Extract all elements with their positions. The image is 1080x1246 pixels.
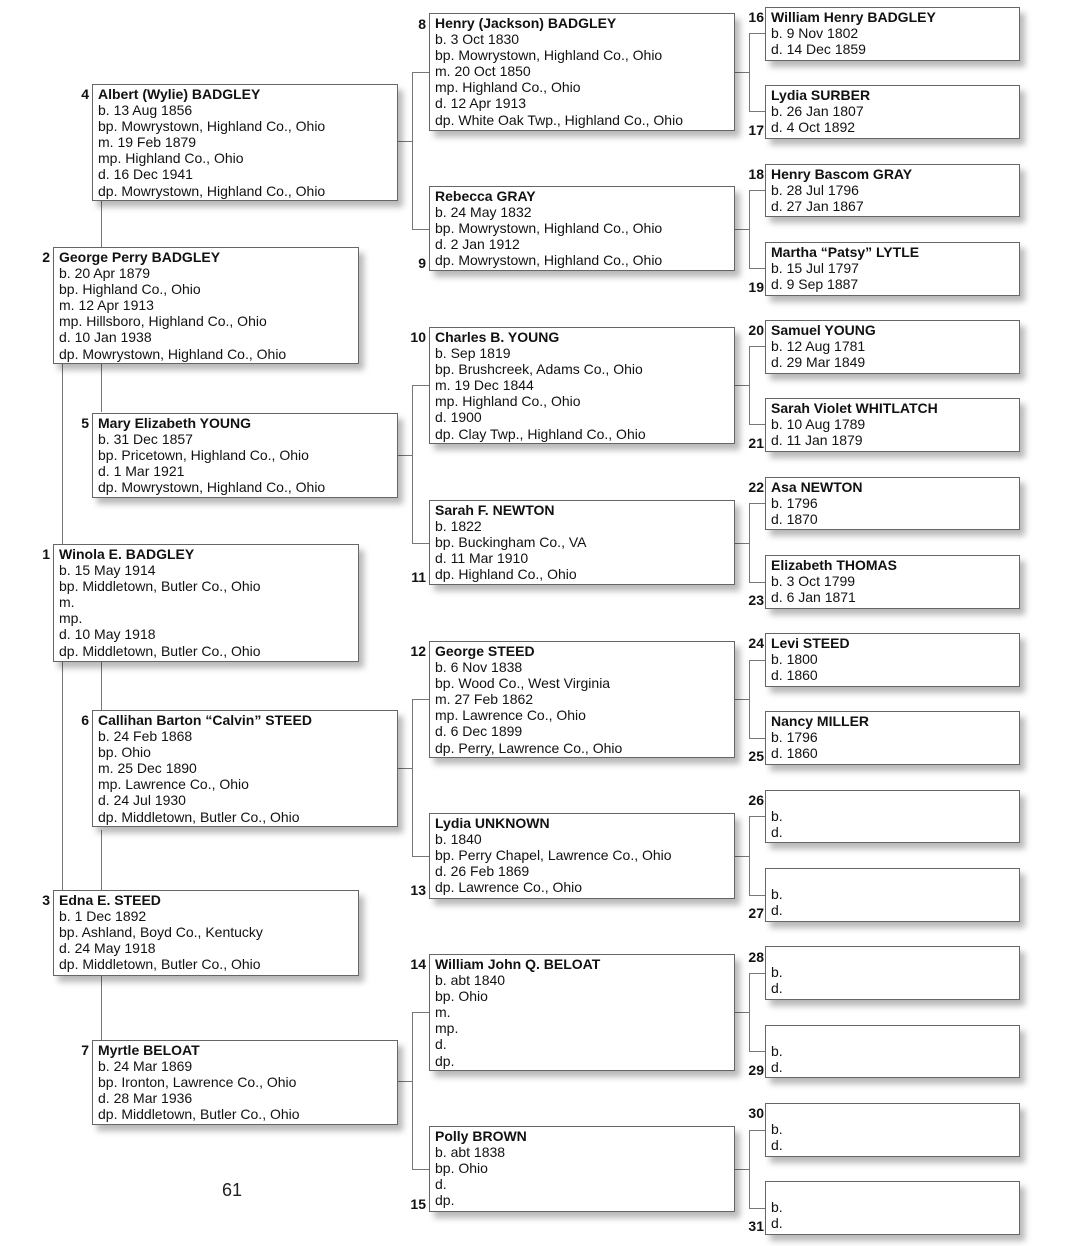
person-detail-line: bp. Ohio bbox=[98, 744, 151, 761]
person-detail-line: b. 3 Oct 1799 bbox=[771, 573, 856, 590]
person-detail-line: mp. Highland Co., Ohio bbox=[435, 393, 581, 410]
connector bbox=[735, 72, 749, 73]
person-box-27[interactable] bbox=[765, 868, 1020, 922]
person-detail-line: b. 1 Dec 1892 bbox=[59, 908, 147, 925]
ahnentafel-number: 3 bbox=[42, 892, 50, 908]
ahnentafel-number: 22 bbox=[748, 479, 764, 495]
person-box-22[interactable] bbox=[765, 477, 1020, 530]
person-box-26[interactable] bbox=[765, 790, 1020, 843]
person-name: William Henry BADGLEY bbox=[771, 9, 936, 25]
connector bbox=[412, 385, 430, 386]
person-name bbox=[771, 792, 1015, 808]
connector bbox=[749, 268, 765, 269]
person-detail-line: b. 15 May 1914 bbox=[59, 562, 156, 579]
connector bbox=[749, 660, 750, 738]
ahnentafel-number: 23 bbox=[748, 592, 764, 608]
connector bbox=[735, 543, 749, 544]
person-name: Lydia SURBER bbox=[771, 87, 871, 103]
person-detail-line: m. bbox=[435, 1004, 451, 1021]
person-name: Albert (Wylie) BADGLEY bbox=[98, 86, 261, 102]
person-name: Myrtle BELOAT bbox=[98, 1042, 200, 1058]
connector bbox=[749, 190, 750, 268]
connector bbox=[101, 976, 102, 1040]
person-detail-line: d. 1860 bbox=[771, 745, 818, 762]
connector bbox=[412, 699, 430, 700]
person-detail-line: b. 24 May 1832 bbox=[435, 204, 532, 221]
connector bbox=[412, 543, 430, 544]
connector bbox=[735, 1012, 749, 1013]
person-detail-line: dp. Middletown, Butler Co., Ohio bbox=[59, 642, 261, 659]
person-detail-line: dp. Clay Twp., Highland Co., Ohio bbox=[435, 425, 646, 442]
connector bbox=[735, 856, 749, 857]
ahnentafel-number: 31 bbox=[748, 1218, 764, 1234]
person-box-12[interactable] bbox=[429, 641, 735, 758]
connector bbox=[412, 1169, 430, 1170]
person-detail-line: d. 10 Jan 1938 bbox=[59, 329, 152, 346]
person-detail-line: bp. Pricetown, Highland Co., Ohio bbox=[98, 447, 309, 464]
person-name: Samuel YOUNG bbox=[771, 322, 876, 338]
connector bbox=[749, 503, 750, 582]
person-detail-line: d. 27 Jan 1867 bbox=[771, 198, 864, 215]
ahnentafel-number: 9 bbox=[418, 255, 426, 271]
person-detail-line: d. 29 Mar 1849 bbox=[771, 354, 866, 371]
connector bbox=[398, 768, 412, 769]
person-detail-line: m. 25 Dec 1890 bbox=[98, 760, 197, 777]
person-name: Elizabeth THOMAS bbox=[771, 557, 898, 573]
person-box-13[interactable] bbox=[429, 813, 735, 899]
person-detail-line: b. 20 Apr 1879 bbox=[59, 265, 151, 282]
person-detail-line: d. bbox=[771, 824, 783, 841]
person-detail-line: bp. Middletown, Butler Co., Ohio bbox=[59, 578, 261, 595]
person-detail-line: m. 19 Dec 1844 bbox=[435, 377, 534, 394]
ahnentafel-number: 5 bbox=[81, 415, 89, 431]
ahnentafel-number: 17 bbox=[748, 122, 764, 138]
person-name: Henry (Jackson) BADGLEY bbox=[435, 15, 617, 31]
person-detail-line: bp. Wood Co., West Virginia bbox=[435, 675, 611, 692]
person-name: George Perry BADGLEY bbox=[59, 249, 221, 265]
connector bbox=[749, 973, 765, 974]
ahnentafel-number: 30 bbox=[748, 1105, 764, 1121]
person-detail-line: bp. Brushcreek, Adams Co., Ohio bbox=[435, 361, 643, 378]
person-name: Callihan Barton “Calvin” STEED bbox=[98, 712, 312, 728]
person-box-21[interactable] bbox=[765, 398, 1020, 452]
ahnentafel-number: 18 bbox=[748, 166, 764, 182]
ahnentafel-number: 27 bbox=[748, 905, 764, 921]
person-detail-line: bp. Ashland, Boyd Co., Kentucky bbox=[59, 924, 263, 941]
person-detail-line: m. bbox=[59, 594, 75, 611]
page-number: 61 bbox=[222, 1180, 243, 1200]
person-detail-line: mp. bbox=[59, 610, 83, 627]
person-detail-line: d. bbox=[771, 1059, 783, 1076]
person-name: Mary Elizabeth YOUNG bbox=[98, 415, 252, 431]
ahnentafel-number: 19 bbox=[748, 279, 764, 295]
person-box-16[interactable] bbox=[765, 7, 1020, 61]
person-box-28[interactable] bbox=[765, 946, 1020, 1000]
person-detail-line: b. 13 Aug 1856 bbox=[98, 102, 193, 119]
connector bbox=[749, 738, 765, 739]
person-detail-line: d. 1 Mar 1921 bbox=[98, 463, 185, 480]
person-detail-line: dp. Mowrystown, Highland Co., Ohio bbox=[59, 345, 287, 362]
person-detail-line: bp. Buckingham Co., VA bbox=[435, 534, 587, 551]
ahnentafel-number: 28 bbox=[748, 949, 764, 965]
connector bbox=[412, 699, 413, 856]
ahnentafel-number: 25 bbox=[748, 748, 764, 764]
person-detail-line: m. 27 Feb 1862 bbox=[435, 691, 534, 708]
ahnentafel-number: 10 bbox=[410, 329, 426, 345]
person-box-11[interactable] bbox=[429, 500, 735, 585]
connector bbox=[101, 830, 102, 890]
person-name: Lydia UNKNOWN bbox=[435, 815, 550, 831]
connector bbox=[749, 816, 765, 817]
person-name bbox=[771, 870, 1015, 886]
person-detail-line: d. 1860 bbox=[771, 667, 818, 684]
connector bbox=[749, 424, 765, 425]
person-detail-line: d. 9 Sep 1887 bbox=[771, 276, 859, 293]
person-detail-line: d. bbox=[771, 1137, 783, 1154]
person-detail-line: b. bbox=[771, 1199, 783, 1215]
person-detail-line: b. 3 Oct 1830 bbox=[435, 31, 520, 48]
person-detail-line: mp. Highland Co., Ohio bbox=[435, 79, 581, 96]
person-detail-line: b. abt 1838 bbox=[435, 1144, 506, 1161]
person-detail-line: dp. White Oak Twp., Highland Co., Ohio bbox=[435, 111, 683, 128]
connector bbox=[412, 72, 430, 73]
ahnentafel-number: 20 bbox=[748, 322, 764, 338]
connector bbox=[398, 1081, 412, 1082]
connector bbox=[749, 346, 750, 424]
connector bbox=[735, 385, 749, 386]
person-detail-line: b. bbox=[771, 886, 783, 902]
person-box-31[interactable] bbox=[765, 1181, 1020, 1235]
connector bbox=[749, 1130, 750, 1208]
person-detail-line: dp. bbox=[435, 1052, 455, 1069]
person-detail-line: b. 24 Feb 1868 bbox=[98, 728, 193, 745]
person-name bbox=[771, 948, 1015, 964]
person-detail-line: b. 24 Mar 1869 bbox=[98, 1058, 193, 1075]
person-name: Nancy MILLER bbox=[771, 713, 870, 729]
person-box-9[interactable] bbox=[429, 186, 735, 271]
ahnentafel-number: 8 bbox=[418, 16, 426, 32]
person-detail-line: dp. bbox=[435, 1192, 455, 1209]
person-detail-line: b. abt 1840 bbox=[435, 972, 506, 989]
person-detail-line: d. 2 Jan 1912 bbox=[435, 236, 520, 253]
person-detail-line: d. 6 Dec 1899 bbox=[435, 723, 523, 740]
person-detail-line: d. 24 Jul 1930 bbox=[98, 792, 186, 809]
person-detail-line: b. 6 Nov 1838 bbox=[435, 659, 523, 676]
person-name: George STEED bbox=[435, 643, 535, 659]
connector bbox=[749, 33, 750, 111]
person-detail-line: b. 1840 bbox=[435, 831, 482, 848]
person-box-10[interactable] bbox=[429, 327, 735, 444]
person-detail-line: b. bbox=[771, 808, 783, 824]
person-detail-line: d. 24 May 1918 bbox=[59, 940, 156, 957]
person-name bbox=[771, 1183, 1015, 1199]
person-box-30[interactable] bbox=[765, 1103, 1020, 1157]
person-detail-line: dp. Middletown, Butler Co., Ohio bbox=[98, 808, 300, 825]
person-detail-line: mp. Highland Co., Ohio bbox=[98, 150, 244, 167]
person-detail-line: b. bbox=[771, 1043, 783, 1059]
person-box-3[interactable] bbox=[53, 890, 359, 976]
person-name: Martha “Patsy” LYTLE bbox=[771, 244, 920, 260]
person-box-23[interactable] bbox=[765, 555, 1020, 609]
person-detail-line: b. bbox=[771, 1121, 783, 1137]
person-detail-line: d. 1900 bbox=[435, 409, 482, 426]
connector bbox=[412, 1012, 430, 1013]
person-detail-line: b. 12 Aug 1781 bbox=[771, 338, 866, 355]
person-detail-line: bp. Highland Co., Ohio bbox=[59, 281, 201, 298]
person-name: Rebecca GRAY bbox=[435, 188, 536, 204]
connector bbox=[749, 973, 750, 1051]
person-box-29[interactable] bbox=[765, 1025, 1020, 1078]
person-name: Edna E. STEED bbox=[59, 892, 161, 908]
person-name: Sarah F. NEWTON bbox=[435, 502, 555, 518]
connector bbox=[412, 229, 430, 230]
person-detail-line: d. 6 Jan 1871 bbox=[771, 589, 856, 606]
connector bbox=[749, 111, 765, 112]
connector bbox=[749, 33, 765, 34]
person-detail-line: bp. Perry Chapel, Lawrence Co., Ohio bbox=[435, 847, 672, 864]
connector bbox=[412, 856, 430, 857]
ahnentafel-number: 14 bbox=[410, 956, 426, 972]
person-name: Henry Bascom GRAY bbox=[771, 166, 913, 182]
person-name: Charles B. YOUNG bbox=[435, 329, 560, 345]
person-box-2[interactable] bbox=[53, 247, 359, 364]
ahnentafel-number: 24 bbox=[748, 635, 764, 651]
person-detail-line: d. 28 Mar 1936 bbox=[98, 1090, 193, 1107]
person-detail-line: d. 26 Feb 1869 bbox=[435, 863, 530, 880]
person-detail-line: m. 12 Apr 1913 bbox=[59, 297, 154, 314]
connector bbox=[412, 385, 413, 543]
person-detail-line: d. 1870 bbox=[771, 511, 818, 528]
person-detail-line: mp. bbox=[435, 1020, 459, 1037]
person-detail-line: b. 28 Jul 1796 bbox=[771, 182, 859, 199]
person-detail-line: mp. Lawrence Co., Ohio bbox=[435, 707, 586, 724]
person-detail-line: dp. Middletown, Butler Co., Ohio bbox=[98, 1106, 300, 1123]
person-box-1[interactable] bbox=[53, 544, 359, 662]
connector bbox=[749, 582, 765, 583]
person-detail-line: b. Sep 1819 bbox=[435, 345, 511, 362]
person-detail-line: d. bbox=[771, 902, 783, 919]
ahnentafel-number: 21 bbox=[748, 435, 764, 451]
person-detail-line: m. 19 Feb 1879 bbox=[98, 134, 197, 151]
person-detail-line: b. 15 Jul 1797 bbox=[771, 260, 859, 277]
connector bbox=[749, 1130, 765, 1131]
person-name bbox=[771, 1105, 1015, 1121]
person-name bbox=[771, 1027, 1015, 1043]
person-detail-line: mp. Lawrence Co., Ohio bbox=[98, 776, 249, 793]
person-detail-line: dp. Mowrystown, Highland Co., Ohio bbox=[435, 252, 663, 269]
connector bbox=[749, 503, 765, 504]
connector bbox=[749, 1208, 765, 1209]
person-box-24[interactable] bbox=[765, 633, 1020, 687]
person-detail-line: dp. Mowrystown, Highland Co., Ohio bbox=[98, 182, 326, 199]
ahnentafel-number: 4 bbox=[81, 86, 89, 102]
person-box-18[interactable] bbox=[765, 164, 1020, 217]
person-box-14[interactable] bbox=[429, 954, 735, 1071]
person-box-4[interactable] bbox=[92, 84, 398, 201]
person-detail-line: bp. Mowrystown, Highland Co., Ohio bbox=[98, 118, 326, 135]
connector bbox=[749, 190, 765, 191]
ahnentafel-number: 29 bbox=[748, 1062, 764, 1078]
person-detail-line: d. 12 Apr 1913 bbox=[435, 95, 527, 112]
ahnentafel-number: 26 bbox=[748, 792, 764, 808]
person-box-6[interactable] bbox=[92, 710, 398, 827]
person-box-19[interactable] bbox=[765, 242, 1020, 296]
connector bbox=[735, 229, 749, 230]
connector bbox=[749, 660, 765, 661]
ahnentafel-number: 11 bbox=[411, 569, 426, 585]
person-detail-line: b. 1796 bbox=[771, 495, 818, 512]
ahnentafel-number: 2 bbox=[42, 249, 50, 265]
person-detail-line: d. bbox=[435, 1036, 447, 1053]
ahnentafel-number: 12 bbox=[410, 643, 426, 659]
person-detail-line: b. 1796 bbox=[771, 729, 818, 746]
person-box-7[interactable] bbox=[92, 1040, 398, 1125]
connector bbox=[101, 200, 102, 247]
ahnentafel-number: 6 bbox=[81, 712, 89, 728]
person-detail-line: mp. Hillsboro, Highland Co., Ohio bbox=[59, 313, 267, 330]
person-detail-line: d. 16 Dec 1941 bbox=[98, 166, 193, 183]
person-detail-line: b. 26 Jan 1807 bbox=[771, 103, 864, 120]
connector bbox=[412, 72, 413, 229]
person-box-15[interactable] bbox=[429, 1126, 735, 1212]
ahnentafel-number: 13 bbox=[410, 882, 426, 898]
connector bbox=[398, 141, 412, 142]
person-detail-line: bp. Ohio bbox=[435, 1160, 488, 1177]
connector bbox=[62, 364, 63, 544]
person-name: Polly BROWN bbox=[435, 1128, 527, 1144]
connector bbox=[101, 364, 102, 412]
person-detail-line: dp. Mowrystown, Highland Co., Ohio bbox=[98, 479, 326, 496]
person-detail-line: bp. Ohio bbox=[435, 988, 488, 1005]
connector bbox=[749, 816, 750, 895]
person-detail-line: b. 31 Dec 1857 bbox=[98, 431, 193, 448]
person-detail-line: b. 9 Nov 1802 bbox=[771, 25, 859, 42]
person-detail-line: d. 14 Dec 1859 bbox=[771, 41, 866, 58]
ahnentafel-number: 16 bbox=[748, 9, 764, 25]
person-detail-line: dp. Middletown, Butler Co., Ohio bbox=[59, 956, 261, 973]
person-detail-line: b. bbox=[771, 964, 783, 980]
person-detail-line: d. bbox=[771, 980, 783, 997]
person-detail-line: d. 11 Mar 1910 bbox=[435, 550, 529, 567]
connector bbox=[735, 699, 749, 700]
person-detail-line: bp. Mowrystown, Highland Co., Ohio bbox=[435, 220, 663, 237]
person-detail-line: dp. Perry, Lawrence Co., Ohio bbox=[435, 739, 623, 756]
person-detail-line: d. 11 Jan 1879 bbox=[771, 432, 863, 449]
connector bbox=[62, 662, 63, 890]
person-name: William John Q. BELOAT bbox=[435, 956, 601, 972]
person-detail-line: bp. Ironton, Lawrence Co., Ohio bbox=[98, 1074, 297, 1091]
person-box-20[interactable] bbox=[765, 320, 1020, 374]
person-box-17[interactable] bbox=[765, 85, 1020, 139]
person-detail-line: dp. Lawrence Co., Ohio bbox=[435, 879, 583, 896]
person-detail-line: m. 20 Oct 1850 bbox=[435, 63, 531, 80]
connector bbox=[749, 1051, 765, 1052]
person-detail-line: d. bbox=[771, 1215, 783, 1232]
person-detail-line: bp. Mowrystown, Highland Co., Ohio bbox=[435, 47, 663, 64]
person-box-5[interactable] bbox=[92, 413, 398, 498]
ahnentafel-number: 1 bbox=[42, 546, 50, 562]
person-name: Sarah Violet WHITLATCH bbox=[771, 400, 938, 416]
connector bbox=[398, 455, 412, 456]
person-box-25[interactable] bbox=[765, 711, 1020, 765]
person-detail-line: dp. Highland Co., Ohio bbox=[435, 566, 577, 583]
person-name: Asa NEWTON bbox=[771, 479, 863, 495]
person-detail-line: d. 4 Oct 1892 bbox=[771, 119, 856, 136]
person-detail-line: d. 10 May 1918 bbox=[59, 626, 156, 643]
connector bbox=[101, 662, 102, 710]
ahnentafel-number: 7 bbox=[81, 1042, 89, 1058]
connector bbox=[735, 1169, 749, 1170]
person-detail-line: b. 1822 bbox=[435, 518, 482, 535]
person-name: Winola E. BADGLEY bbox=[59, 546, 195, 562]
connector bbox=[749, 895, 765, 896]
person-detail-line: b. 10 Aug 1789 bbox=[771, 416, 866, 433]
connector bbox=[412, 1012, 413, 1169]
person-box-8[interactable] bbox=[429, 13, 735, 131]
person-detail-line: d. bbox=[435, 1176, 447, 1193]
ahnentafel-number: 15 bbox=[410, 1196, 426, 1212]
person-detail-line: b. 1800 bbox=[771, 651, 818, 668]
connector bbox=[749, 346, 765, 347]
person-name: Levi STEED bbox=[771, 635, 850, 651]
